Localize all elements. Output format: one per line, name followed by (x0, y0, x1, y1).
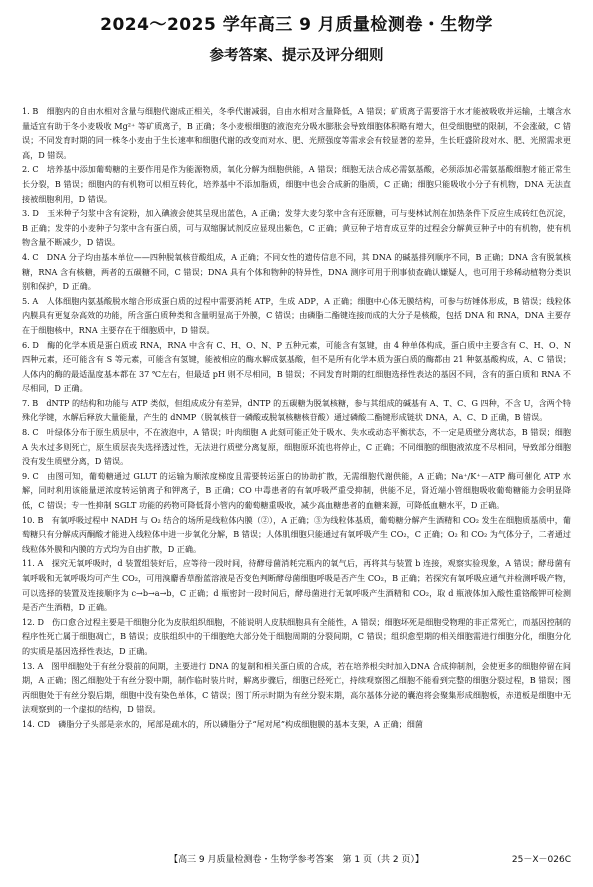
answer-item-2: 2. C 培养基中添加葡萄糖的主要作用是作为能源物质，氧化分解为细胞供能，A 错误；细胞无法合成必需氨基酸，必须添加必需氨基酸细胞才能正常生长分裂，B 错误；细胞内的有机物可以相互转化，培养基中不添加脂质，细胞中也会合成新的脂质，C 正确；细胞只能吸收小分子有机物，DNA 无法直接被细胞利用，D 错误。 (22, 164, 571, 204)
footer-code: 25－X－026C (511, 855, 571, 865)
page-footer (22, 852, 571, 865)
page-title: 2024～2025 学年高三 9 月质量检测卷・生物学 (100, 15, 493, 35)
answer-item-12: 12. D 伤口愈合过程主要是干细胞分化为皮肤组织细胞，不能说明人皮肤细胞具有全能性，A 错误；细胞坏死是细胞受物理的非正常死亡，而基因控制的程序性死亡属于细胞凋亡，B 错误；皮肤组织中的干细胞绝大部分处于细胞周期的分裂间期，C 错误；组织愈型期的相关细胞需进行细胞分化，细胞分化的实质是基因选择性表达，D 正确。 (22, 616, 571, 656)
answer-item-14: 14. CD 磷脂分子头部是亲水的，尾部是疏水的，所以磷脂分子“尾对尾”构成细胞膜的基本支架，A 正确；细菌 (22, 718, 423, 729)
answer-item-8: 8. C 叶绿体分布于原生质层中，不在液泡中，A 错误；叶肉细胞 A 此刻可能正处于吸水、失水或动态平衡状态，不一定是质壁分离状态，B 错误；细胞 A 失水过多则死亡，原生质层丧失选择透过性，无法进行质壁分离复原，细胞原环流也将停止，C 正确；不同细胞的细胞液浓度不尽相同，导致部分细胞没有发生质壁分离，D 错误。 (22, 427, 571, 467)
answer-item-9: 9. C 由图可知，葡萄糖通过 GLUT 的运输为顺浓度梯度且需要转运蛋白的协助扩散，无需细胞代谢供能，A 正确；Na⁺/K⁺－ATP 酶可催化 ATP 水解，同时利用该能量逆浓度转运钠离子和钾离子，B 正确；CO 中毒患者的有氧呼吸严重受抑制，供能不足，肾近端小管细胞吸收葡萄糖能力会明显降低，C 错误；专一性抑制 SGLT 功能的药物可降低肾小管内的葡萄糖重吸收，减少高血糖患者的血糖来源，可降低血糖水平，D 正确。 (22, 470, 571, 511)
answer-item-10: 10. B 有氧呼吸过程中 NADH 与 O₂ 结合的场所是线粒体内膜（②），A 正确；③为线粒体基质，葡萄糖分解产生酒精和 CO₂ 发生在细胞质基质中，葡萄糖只有分解成丙酮酸才能进入线粒体中进一步氧化分解，B 错误；人体肌细胞只能通过有氧呼吸产生 CO₂，C 正确；O₂ 和 CO₂ 为气体分子，二者通过线粒体外膜和内膜的方式均为自由扩散，D 正确。 (22, 514, 571, 554)
answer-item-3: 3. D 玉米种子匀浆中含有淀粉，加入碘液会使其呈现出蓝色，A 正确；发芽大麦匀浆中含有还原糖，可与斐林试剂在加热条件下反应生成砖红色沉淀，B 正确；发芽的小麦种子匀浆中含有蛋白质，可与双缩脲试剂反应显现出紫色，C 正确；黄豆种子培育成豆芽的过程会分解黄豆种子中的有机物，使有机物含量不断减少，D 错误。 (22, 208, 571, 248)
answer-item-5: 5. A 人体细胞内氨基酸脱水缩合形成蛋白质的过程中需要消耗 ATP，生成 ADP，A 正确；细胞中心体无膜结构，可参与纺锤体形成，B 错误；线粒体内膜具有更复杂高效的功能，所含蛋白质种类和含量明显高于外膜，C 错误；由磷脂二酯键连接而成的大分子是核酸，包括 DNA 和 RNA，DNA 主要存在于细胞核中，RNA 主要存在于细胞质中，D 错误。 (22, 295, 571, 335)
answer-item-11: 11. A 探究无氧呼吸时，d 装置组装好后，应等待一段时间，待酵母菌消耗完瓶内的氧气后，再将其与装置 b 连接，观察实验现象，A 错误；酵母菌有氧呼吸和无氧呼吸均可产生 CO₂，可用溴麝香草酚蓝溶液是否变色判断酵母菌细胞呼吸是否产生 CO₂，B 正确；若探究有氧呼吸应通气并检测呼吸产物，可以选择的装置及连接顺序为 c→b→a→b，C 正确；d 瓶密封一段时间后，酵母菌进行无氧呼吸产生酒精和 CO₂，取 d 瓶液体加入酸性重铬酸钾可检测是否产生酒精，D 正确。 (22, 558, 571, 613)
footer-page-info: 【高三 9 月质量检测卷・生物学参考答案 第 1 页（共 2 页）】 (169, 855, 424, 865)
answer-item-1: 1. B 细胞内的自由水相对含量与细胞代谢成正相关，冬季代谢减弱，自由水相对含量降低，A 错误；矿质离子需要溶于水才能被吸收并运输，土壤含水量适宜有助于冬小麦吸收 Mg²⁺ 等矿质离子，B 正确；冬小麦根细胞的液泡充分吸水膨胀会导致细胞体积略有增大，但受细胞壁的限制，不会涨破，C 错误；不同发育时期的同一株冬小麦由于生长速率和细胞代谢的改变而对水、肥、光照强度等需求会有较显著的差异，生长旺盛阶段对水、肥、光照需求更高，D 错误。 (22, 106, 571, 160)
page-subtitle: 参考答案、提示及评分细则 (209, 48, 384, 64)
answer-item-6: 6. D 酶的化学本质是蛋白质或 RNA，RNA 中含有 C、H、O、N、P 五种元素，可能含有氢键，由 4 种单体构成，蛋白质中主要含有 C、H、O、N 四种元素，还可能含有 S 等元素，可能含有氢键，能被相应的酶水解成氨基酸，但不是所有化学本质为蛋白质的酶都由 21 种氨基酸构成，A、C 错误；人体内的酶的最适温度基本都在 37 ℃左右，但最适 pH 则不尽相同，B 错误；不同发育时期的红细胞选择性表达的基因不同，含有的蛋白质和 RNA 不尽相同，D 正确。 (22, 339, 571, 394)
answer-item-13: 13. A 图甲细胞处于有丝分裂前的间期，主要进行 DNA 的复制和相关蛋白质的合成，若在培养根尖时加入DNA 合成抑制剂，会使更多的细胞停留在间期，A 正确；图乙细胞处于有丝分裂中期，制作临时装片时，解离步骤后，细胞已经死亡，持续观察图乙细胞不能看到完整的细胞分裂过程，B 错误；图丙细胞处于有丝分裂后期，细胞中没有染色单体，C 错误；图丁所示时期为有丝分裂末期，高尔基体分泌的囊泡将会聚集形成细胞板，赤道板是细胞中无法观察到的一个虚拟的结构，D 错误。 (22, 660, 571, 715)
answer-item-7: 7. B dNTP 的结构和功能与 ATP 类似，但组成成分有差异，dNTP 的五碳糖为脱氧核糖，参与其组成的碱基有 A、T、C、G 四种，不含 U，含两个特殊化学键，水解后释放大量能量，产生的 dNMP（脱氧核苷一磷酸或脱氧核糖核苷酸）通过磷酸二酯键形成链状 DNA，A、C、D 正确，B 错误。 (22, 397, 571, 423)
answer-item-4: 4. C DNA 分子均由基本单位——四种脱氧核苷酸组成，A 正确；不同女性的遗传信息不同，其 DNA 的碱基排列顺序不同，B 正确；DNA 含有脱氧核糖，RNA 含有核糖，两者的五碳糖不同，C 错误；DNA 具有个体和物种的特异性，DNA 测序可用于刑事侦查确认嫌疑人，也可用于珍稀动植物分类识别和保护，D 正确。 (22, 251, 571, 292)
answer-list (22, 104, 571, 732)
